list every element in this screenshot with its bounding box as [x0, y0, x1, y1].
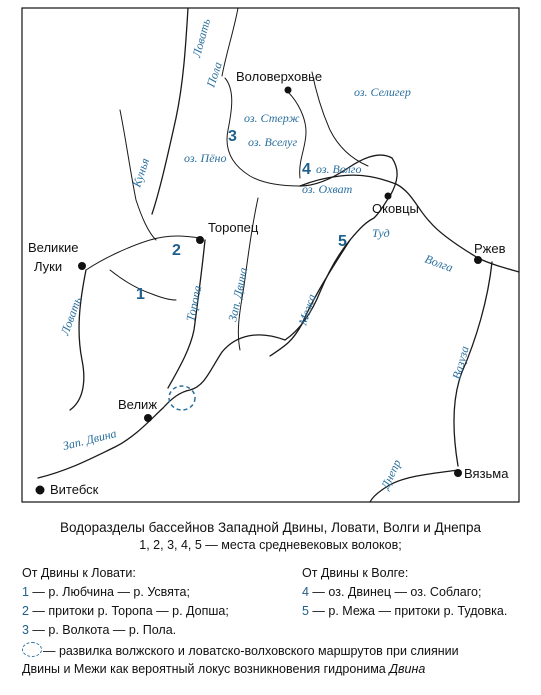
label-peno: оз. Пёно: [184, 151, 227, 165]
footnote-line2: Двины и Межи как вероятный локус возникновения гидронима: [22, 662, 390, 676]
legend-item: 3 — р. Волкота — р. Пола.: [22, 623, 177, 637]
river-lovat-upper: [152, 8, 188, 214]
city-dot-vyazma: [454, 469, 462, 477]
legend-left-header: От Двины к Ловати:: [22, 566, 136, 580]
label-zap-dvina-lower: Зап. Двина: [61, 426, 118, 453]
city-dot-rzhev: [474, 256, 482, 264]
portage-3: 3: [228, 128, 237, 145]
label-seliger: оз. Селигер: [354, 85, 411, 99]
city-dot-toropets: [196, 236, 204, 244]
label-lovat-top: Ловать: [189, 17, 214, 59]
legend-right-header: От Двины к Волге:: [302, 566, 409, 580]
footnote: [22, 642, 532, 678]
footnote-dvina: Двина: [389, 662, 426, 676]
label-zap-dvina-upper: Зап. Двина: [225, 266, 251, 323]
legend-right: [302, 566, 507, 623]
label-rzhev: Ржев: [474, 241, 506, 256]
label-kunya: Кунья: [129, 156, 153, 189]
label-vselug: оз. Вселуг: [248, 135, 298, 149]
portage-1: 1: [136, 286, 145, 303]
river-pola: [222, 8, 238, 76]
city-dot-volover: [285, 87, 292, 94]
label-toropa: Торопа: [183, 284, 205, 323]
caption-title: Водоразделы бассейнов Западной Двины, Ловати, Волги и Днепра: [60, 520, 481, 535]
label-toropets: Торопец: [208, 220, 259, 235]
label-okovtsy: Оковцы: [372, 201, 419, 216]
caption: [0, 518, 541, 552]
river-lovat-link: [86, 236, 200, 270]
label-sterzh: оз. Стерж: [244, 111, 300, 125]
label-mezha: Межа: [295, 292, 319, 327]
river-lovat-lower: [70, 270, 86, 410]
legend-left: [22, 566, 229, 642]
fork-legend-icon: [22, 642, 42, 657]
footnote-line1: — развилка волжского и ловатско-волховского маршрутов при слиянии: [43, 644, 459, 658]
label-okhvat: оз. Охват: [302, 182, 353, 196]
label-tud: Туд: [372, 226, 390, 240]
caption-subtitle: 1, 2, 3, 4, 5 — места средневековых волоков;: [139, 538, 402, 552]
label-luki: Луки: [34, 259, 63, 274]
legend-item: 5 — р. Межа — притоки р. Тудовка.: [302, 604, 508, 618]
portage-2: 2: [172, 242, 181, 259]
portage-5: 5: [338, 233, 347, 250]
label-pola: Пола: [203, 60, 225, 89]
label-volgo: оз. Волго: [316, 162, 362, 176]
city-dot-okovtsy: [385, 193, 392, 200]
city-dot-velikie: [78, 262, 86, 270]
label-volover: Воловерховье: [236, 69, 323, 84]
label-vazuza: Вазуза: [449, 344, 472, 381]
river-zap-dvina: [38, 155, 397, 478]
label-vyazma: Вязьма: [464, 466, 509, 481]
legend-item: 4 — оз. Двинец — оз. Соблаго;: [302, 585, 482, 599]
label-lovat-low: Ловать: [57, 295, 85, 338]
label-vitebsk: Витебск: [50, 482, 99, 497]
portage-4: 4: [302, 161, 311, 178]
label-dnepr: Днепр: [378, 457, 404, 492]
label-velikie: Великие: [28, 240, 79, 255]
city-dot-vitebsk: [36, 486, 45, 495]
legend-item: 2 — притоки р. Торопа — р. Допша;: [22, 604, 229, 618]
label-velizh: Велиж: [118, 397, 158, 412]
city-dot-velizh: [144, 414, 152, 422]
legend-item: 1 — р. Любчина — р. Усвята;: [22, 585, 190, 599]
label-volga: Волга: [422, 251, 455, 275]
